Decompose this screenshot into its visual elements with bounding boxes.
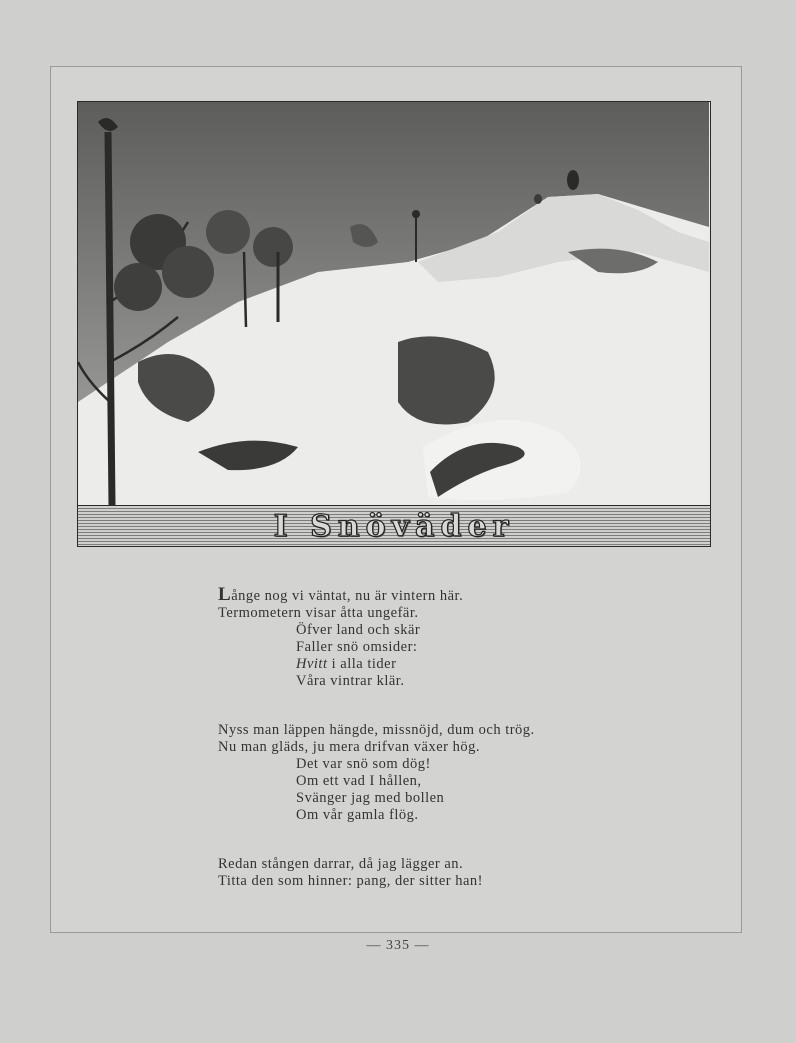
page-number: — 335 — [366, 938, 430, 953]
figure-on-hill [534, 194, 542, 204]
snow-landscape-drawing [78, 102, 709, 505]
poem-line: Termometern visar åtta ungefär. [218, 605, 419, 621]
poem-line: Faller snö omsider: [296, 639, 418, 655]
winter-illustration [77, 101, 711, 547]
poem-line: Öfver land och skär [296, 622, 421, 638]
pine-foliage [162, 246, 214, 298]
stanza-3 [218, 856, 638, 890]
illustration-title: I Snöväder [273, 508, 515, 544]
poem-line: Nu man gläds, ju mera drifvan växer hög. [218, 739, 480, 755]
poem-line: Om ett vad I hållen, [296, 773, 422, 789]
pole-top [412, 210, 420, 218]
figure-on-hill [567, 170, 579, 190]
drop-cap: L [218, 584, 232, 605]
poem-line: Svänger jag med bollen [296, 790, 445, 806]
poem-line: Om vår gamla flög. [296, 807, 419, 823]
italic-word: Hvitt [296, 656, 328, 672]
poem-line: Våra vintrar klär. [296, 673, 405, 689]
birch-trunk [108, 132, 112, 505]
poem-line: Nyss man läppen hängde, missnöjd, dum och trög. [218, 722, 535, 738]
poem-line: Titta den som hinner: pang, der sitter han! [218, 873, 484, 889]
pine-foliage [253, 227, 293, 267]
pine-foliage [206, 210, 250, 254]
poem-line: Det var snö som dög! [296, 756, 431, 772]
poem [218, 586, 638, 890]
pine-foliage [114, 263, 162, 311]
stanza-2 [218, 722, 638, 824]
title-banner [78, 505, 710, 546]
poem-line: Hvitt i alla tider [296, 656, 397, 672]
poem-line: Långe nog vi väntat, nu är vintern här. [218, 584, 464, 605]
poem-line: Redan stången darrar, då jag lägger an. [218, 856, 464, 872]
stanza-1 [218, 586, 638, 690]
